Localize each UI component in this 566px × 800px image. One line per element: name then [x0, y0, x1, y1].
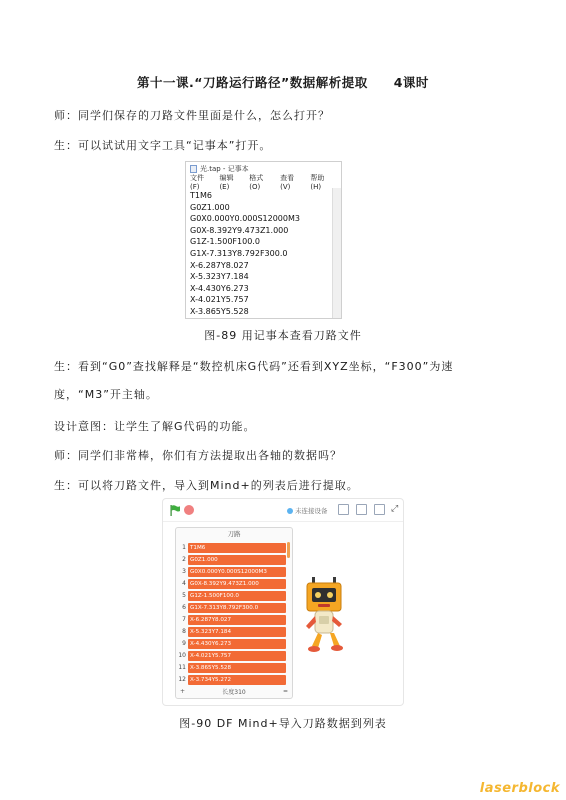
list-item[interactable] — [176, 650, 288, 661]
item-value: X-3.865Y5.528 — [188, 663, 286, 673]
connection-status[interactable] — [287, 506, 328, 515]
list-item[interactable] — [176, 662, 288, 673]
title-text: 第十一课.“刀路运行路径”数据解析提取 — [137, 75, 368, 90]
figure-caption-90: 图-90 DF Mind+导入刀路数据到列表 — [179, 717, 387, 730]
list-footer — [176, 685, 292, 698]
list-monitor — [175, 527, 293, 699]
item-index: 6 — [182, 604, 186, 611]
connection-icon — [287, 508, 293, 514]
list-name: 刀路 — [227, 530, 241, 538]
menu-format[interactable]: 格式(O) — [249, 174, 264, 191]
item-value: X-4.021Y5.757 — [188, 651, 286, 661]
item-index: 4 — [182, 580, 186, 587]
notepad-line: X-5.323Y7.184 — [190, 272, 249, 282]
menu-help[interactable]: 帮助(H) — [310, 174, 325, 191]
notepad-text-area[interactable] — [186, 188, 332, 318]
list-item[interactable] — [176, 578, 288, 589]
item-index: 5 — [182, 592, 186, 599]
item-value: G1X-7.313Y8.792F300.0 — [188, 603, 286, 613]
item-value: X-6.287Y8.027 — [188, 615, 286, 625]
list-item[interactable] — [176, 638, 288, 649]
item-index: 10 — [178, 652, 186, 659]
notepad-line: X-3.865Y5.528 — [190, 306, 249, 316]
item-index: 9 — [182, 640, 186, 647]
mindplus-toolbar — [163, 499, 403, 522]
paragraph-5: 设计意图：让学生了解G代码的功能。 — [54, 420, 256, 433]
paragraph-2: 生：可以试试用文字工具“记事本”打开。 — [54, 139, 272, 152]
watermark-logo: laserblock — [479, 781, 560, 796]
resize-handle-icon[interactable]: = — [282, 688, 288, 695]
notepad-scrollbar[interactable] — [332, 188, 341, 318]
item-index: 12 — [178, 676, 186, 683]
notepad-window — [185, 161, 342, 319]
notepad-line: G0X-8.392Y9.473Z1.000 — [190, 225, 289, 235]
item-index: 11 — [178, 664, 186, 671]
paragraph-1: 师：同学们保存的刀路文件里面是什么，怎么打开？ — [54, 109, 330, 122]
list-item[interactable] — [176, 602, 288, 613]
robot-sprite[interactable] — [302, 576, 346, 654]
notepad-line: G0X0.000Y0.000S12000M3 — [190, 214, 300, 224]
item-value: G0X0.000Y0.000S12000M3 — [188, 567, 286, 577]
item-index: 8 — [182, 628, 186, 635]
item-value: G1Z-1.500F100.0 — [188, 591, 286, 601]
normal-stage-icon[interactable] — [356, 504, 367, 515]
list-item[interactable] — [176, 566, 288, 577]
notepad-line: X-4.430Y6.273 — [190, 283, 249, 293]
item-index: 7 — [182, 616, 186, 623]
item-index: 3 — [182, 568, 186, 575]
item-value: G0Z1.000 — [188, 555, 286, 565]
list-item[interactable] — [176, 542, 288, 553]
paragraph-6: 师：同学们非常棒，你们有方法提取出各轴的数据吗？ — [54, 449, 342, 462]
item-value: T1M6 — [188, 543, 286, 553]
notepad-file-icon — [190, 165, 197, 173]
list-item[interactable] — [176, 626, 288, 637]
page-title — [0, 73, 566, 91]
menu-edit[interactable]: 编辑(E) — [219, 174, 234, 191]
notepad-line: T1M6 — [190, 191, 212, 200]
green-flag-icon[interactable] — [170, 505, 180, 516]
add-item-button[interactable]: + — [180, 688, 186, 695]
paragraph-7: 生：可以将刀路文件，导入到Mind+的列表后进行提取。 — [54, 479, 359, 492]
fullscreen-icon[interactable]: ⤢ — [391, 504, 399, 514]
figure-caption-89: 图-89 用记事本查看刀路文件 — [204, 329, 362, 342]
list-item[interactable] — [176, 674, 288, 685]
title-hours: 4课时 — [393, 75, 429, 90]
menu-view[interactable]: 查看(V) — [280, 174, 295, 191]
item-value: X-4.430Y6.273 — [188, 639, 286, 649]
list-item[interactable] — [176, 614, 288, 625]
list-item[interactable] — [176, 554, 288, 565]
item-value: G0X-8.392Y9.473Z1.000 — [188, 579, 286, 589]
item-index: 2 — [182, 556, 186, 563]
notepad-line: X-6.287Y8.027 — [190, 260, 249, 270]
mindplus-stage — [162, 498, 404, 706]
item-value: X-3.734Y5.272 — [188, 675, 286, 685]
connection-label: 未连接设备 — [295, 507, 328, 515]
notepad-line: X-4.021Y5.757 — [190, 295, 249, 305]
notepad-menubar — [186, 174, 341, 191]
item-index: 1 — [182, 544, 186, 551]
item-value: X-5.323Y7.184 — [188, 627, 286, 637]
notepad-line: G1Z-1.500F100.0 — [190, 237, 260, 247]
menu-file[interactable]: 文件(F) — [190, 174, 204, 191]
large-stage-icon[interactable] — [374, 504, 385, 515]
notepad-window-title: 光.tap - 记事本 — [200, 165, 249, 173]
paragraph-4: 度，“M3”开主轴。 — [54, 388, 158, 401]
notepad-line: G1X-7.313Y8.792F300.0 — [190, 248, 288, 258]
list-length: 长度310 — [222, 689, 246, 696]
paragraph-3: 生：看到“G0”查找解释是“数控机床G代码”还看到XYZ坐标，“F300”为速 — [54, 360, 454, 373]
small-stage-icon[interactable] — [338, 504, 349, 515]
stop-icon[interactable] — [184, 505, 194, 515]
notepad-line: G0Z1.000 — [190, 202, 230, 212]
list-item[interactable] — [176, 590, 288, 601]
